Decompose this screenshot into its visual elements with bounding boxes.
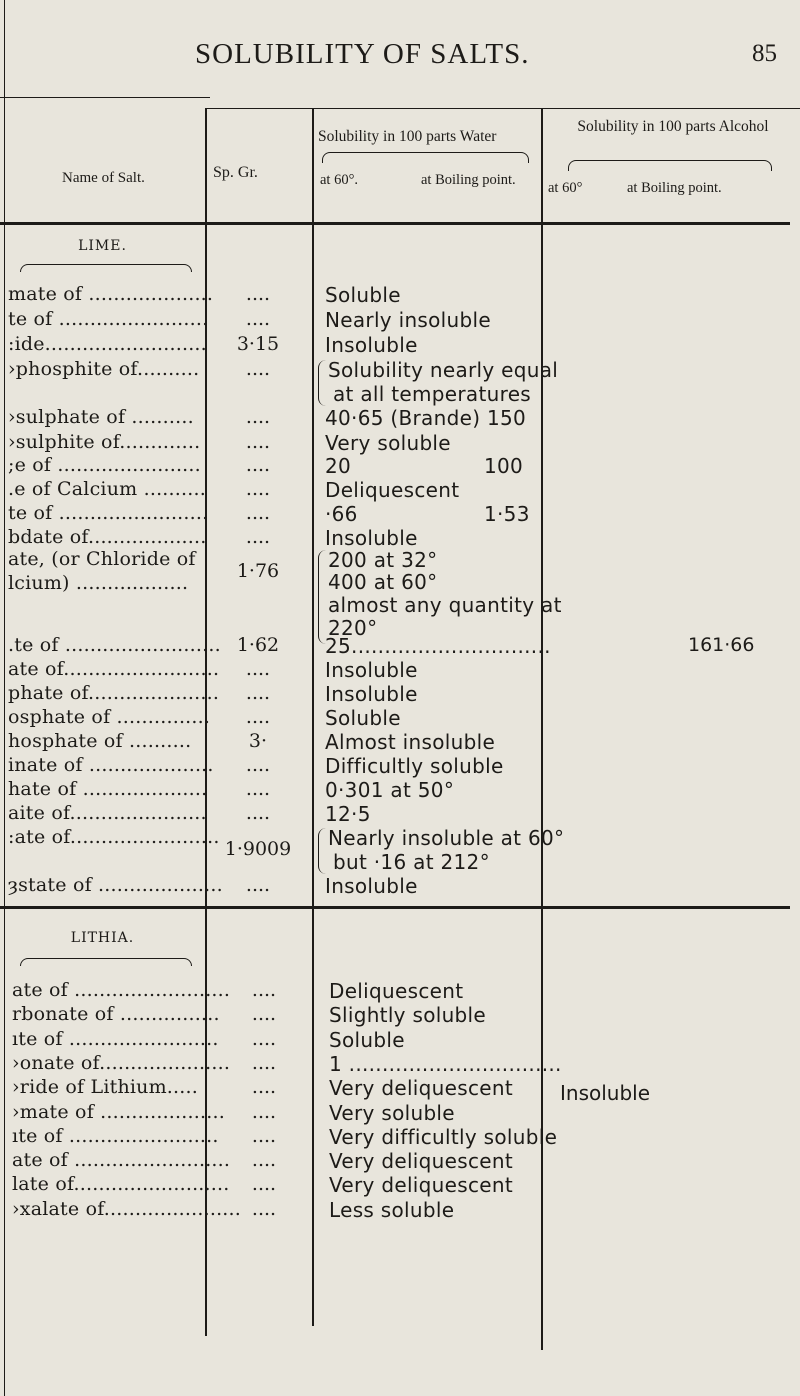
salt-name: te of ........................ [8,308,209,330]
specific-gravity: .... [245,874,271,896]
salt-name: rbonate of ................ [12,1003,220,1025]
salt-name: ›xalate of...................... [12,1198,242,1220]
lime-bottom-rule [0,906,790,909]
salt-name: ȝstate of .................... [8,874,223,896]
header-alcohol [548,118,798,135]
specific-gravity: .... [245,502,271,524]
specific-gravity: .... [245,406,271,428]
specific-gravity: .... [245,454,271,476]
specific-gravity: .... [251,979,277,1001]
solubility-water: Soluble [325,706,401,730]
specific-gravity: .... [251,1125,277,1147]
specific-gravity: .... [245,526,271,548]
salt-name: hosphate of .......... [8,730,192,752]
solubility-water: 12·5 [325,802,371,826]
specific-gravity: .... [245,706,271,728]
salt-name: .te of ......................... [8,634,221,656]
specific-gravity: .... [245,778,271,800]
salt-name: inate of .................... [8,754,214,776]
specific-gravity: .... [245,802,271,824]
header-water-cold: at 60°. [320,172,359,188]
col-divider-2 [312,108,314,1326]
salt-name: ate of......................... [8,658,220,680]
specific-gravity: .... [251,1052,277,1074]
solubility-water: Deliquescent [325,478,460,502]
salt-name: ›phosphite of.......... [8,358,200,380]
specific-gravity: .... [251,1076,277,1098]
salt-name: :ate of........................ [8,826,220,848]
salt-name-continued: lcium) .................. [8,572,189,594]
header-alcohol-cold: at 60° [548,180,583,196]
specific-gravity: 1·9009 [224,838,292,860]
solubility-water: Very deliquescent [329,1076,513,1100]
salt-name: ate, (or Chloride of [8,548,196,570]
lithia-alcohol-insoluble: Insoluble [560,1081,651,1105]
table-top-rule [0,97,210,98]
solubility-water: Less soluble [329,1198,455,1222]
solubility-water-line3: almost any quantity at [328,593,562,617]
specific-gravity: .... [251,1028,277,1050]
salt-name: ›mate of .................... [12,1101,225,1123]
specific-gravity: .... [245,308,271,330]
col-divider-3 [541,108,543,1350]
salt-name: ›sulphate of .......... [8,406,194,428]
solubility-water-continued: at all temperatures [333,382,532,406]
curly-brace [318,828,327,874]
solubility-water-line2: 400 at 60° [328,570,438,594]
solubility-water-line4: 220° [328,616,378,640]
col-divider-left-edge [4,0,5,1396]
specific-gravity: .... [251,1003,277,1025]
specific-gravity: 3· [248,730,268,752]
solubility-water-continued: but ·16 at 212° [333,850,490,874]
header-alcohol-text: Solubility in 100 parts Alcohol [577,118,769,135]
header-sp-gr: Sp. Gr. [213,164,258,181]
solubility-water: Insoluble [325,682,418,706]
lithia-brace [20,958,192,966]
solubility-water: Very difficultly soluble [329,1125,558,1149]
solubility-water: Very deliquescent [329,1173,513,1197]
solubility-water: Very soluble [325,431,451,455]
header-alcohol-hot: at Boiling point. [627,180,722,196]
section-title-lithia: LITHIA. [70,930,135,946]
section-title-lime: LIME. [78,238,127,254]
salt-name: ate of ......................... [12,1149,231,1171]
header-alcohol-brace [568,160,772,171]
specific-gravity: .... [251,1101,277,1123]
solubility-water-boiling: 100 [484,454,524,478]
solubility-water: 25.............................. [325,634,551,658]
solubility-water: Insoluble [325,333,418,357]
solubility-water: Soluble [329,1028,405,1052]
specific-gravity: .... [245,478,271,500]
salt-name: hate of .................... [8,778,208,800]
salt-name: phate of..................... [8,682,220,704]
lime-brace [20,264,192,272]
salt-name: ›sulphite of............. [8,431,201,453]
solubility-water: Nearly insoluble [325,308,491,332]
specific-gravity: .... [245,431,271,453]
curly-brace [318,360,327,406]
solubility-water: Very deliquescent [329,1149,513,1173]
header-water-brace [322,152,529,163]
specific-gravity: .... [245,754,271,776]
header-name-of-salt: Name of Salt. [62,170,145,186]
solubility-water-boiling: 1·53 [484,502,530,526]
curly-brace [318,550,327,644]
specific-gravity: .... [245,283,271,305]
solubility-water: ·66 [325,502,358,526]
salt-name: .e of Calcium .......... [8,478,206,500]
solubility-alcohol: 161·66 [688,634,755,656]
solubility-water: Deliquescent [329,979,464,1003]
specific-gravity: .... [251,1173,277,1195]
specific-gravity: .... [245,358,271,380]
specific-gravity: 1·76 [236,560,280,582]
solubility-water: 40·65 (Brande) 150 [325,406,527,430]
page-title: SOLUBILITY OF SALTS. [195,38,530,70]
salt-name: mate of .................... [8,283,214,305]
specific-gravity: .... [245,682,271,704]
salt-name: te of ........................ [8,502,209,524]
solubility-water: Almost insoluble [325,730,496,754]
header-bottom-rule [0,222,790,225]
salt-name: ate of ......................... [12,979,231,1001]
specific-gravity: .... [251,1149,277,1171]
salt-name: aite of...................... [8,802,207,824]
salt-name: bdate of................... [8,526,207,548]
table-top-rule-right [205,108,800,109]
specific-gravity: 1·62 [236,634,280,656]
solubility-water: Slightly soluble [329,1003,487,1027]
specific-gravity: 3·15 [236,333,280,355]
solubility-water: Nearly insoluble at 60° [328,826,565,850]
solubility-water: Soluble [325,283,401,307]
specific-gravity: .... [245,658,271,680]
salt-name: :ide.......................... [8,333,207,355]
salt-name: ;e of ....................... [8,454,201,476]
salt-name: late of......................... [12,1173,230,1195]
solubility-water: Insoluble [325,874,418,898]
salt-name: ıte of ........................ [12,1028,219,1050]
page-number: 85 [752,40,777,67]
solubility-water: 20 [325,454,352,478]
solubility-water: Solubility nearly equal [328,358,559,382]
solubility-water: 1 ................................ [329,1052,562,1076]
salt-name: osphate of ............... [8,706,211,728]
solubility-water: Very soluble [329,1101,455,1125]
salt-name: ›onate of..................... [12,1052,231,1074]
salt-name: ›ride of Lithium..... [12,1076,199,1098]
solubility-water: 0·301 at 50° [325,778,455,802]
specific-gravity: .... [251,1198,277,1220]
header-water: Solubility in 100 parts Water [318,128,497,145]
solubility-water: Insoluble [325,526,418,550]
header-water-hot: at Boiling point. [421,172,516,188]
solubility-water: 200 at 32° [328,548,438,572]
solubility-water: Difficultly soluble [325,754,504,778]
salt-name: ıte of ........................ [12,1125,219,1147]
solubility-water: Insoluble [325,658,418,682]
